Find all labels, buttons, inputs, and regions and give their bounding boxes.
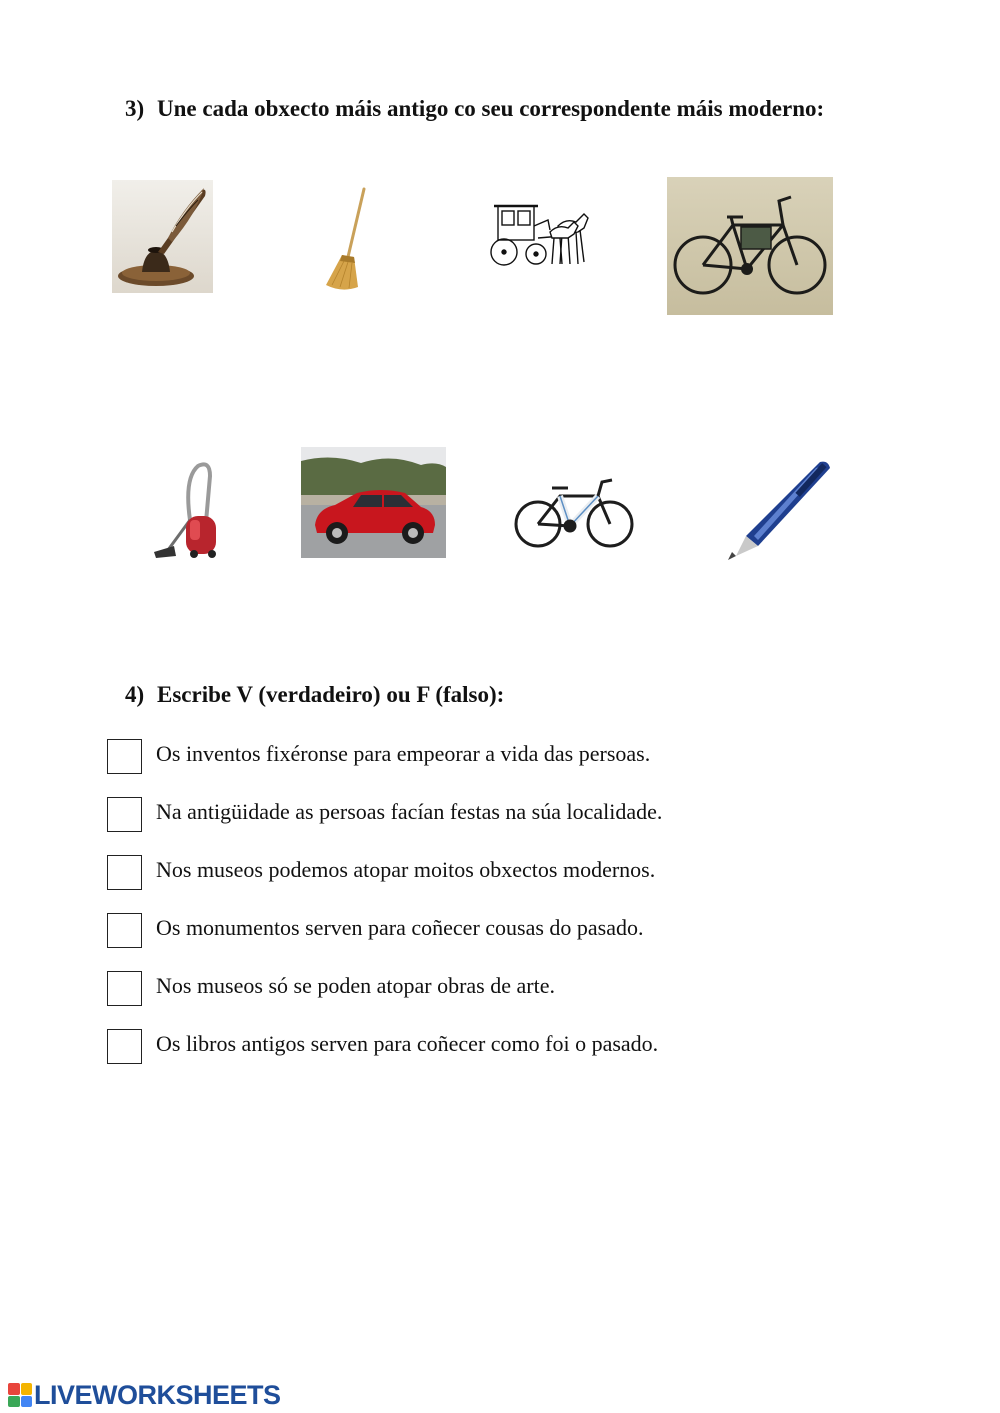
answer-box[interactable] — [107, 1029, 142, 1064]
horse-carriage-image[interactable] — [488, 196, 598, 271]
exercise-4-heading — [125, 682, 504, 708]
answer-box[interactable] — [107, 971, 142, 1006]
statement-text: Os inventos fixéronse para empeorar a vida das persoas. — [156, 741, 651, 766]
vacuum-cleaner-image[interactable] — [150, 458, 220, 560]
logo-block — [8, 1396, 20, 1408]
exercise-3-title: Une cada obxecto máis antigo co seu correspondente máis moderno: — [157, 96, 825, 121]
statement-text: Nos museos só se poden atopar obras de arte. — [156, 973, 555, 998]
statement-text: Nos museos podemos atopar moitos obxectos modernos. — [156, 857, 656, 882]
statement-text: Os libros antigos serven para coñecer como foi o pasado. — [156, 1031, 659, 1056]
exercise-3-heading — [125, 96, 824, 122]
answer-box[interactable] — [107, 855, 142, 890]
logo-text: LIVEWORKSHEETS — [34, 1379, 281, 1410]
answer-box[interactable] — [107, 739, 142, 774]
statement-text: Na antigüidade as persoas facían festas na súa localidade. — [156, 799, 663, 824]
logo-block — [8, 1383, 20, 1395]
answer-box[interactable] — [107, 797, 142, 832]
answer-box[interactable] — [107, 913, 142, 948]
red-car-image[interactable] — [301, 447, 446, 558]
quill-inkwell-image[interactable] — [112, 180, 213, 293]
straw-broom-image[interactable] — [318, 185, 370, 293]
statement-text: Os monumentos serven para coñecer cousas do pasado. — [156, 915, 644, 940]
old-bicycle-image[interactable] — [667, 177, 833, 315]
exercise-4-number: 4) — [125, 682, 145, 707]
electric-bicycle-image[interactable] — [512, 474, 636, 554]
logo-block — [21, 1383, 33, 1395]
liveworksheets-logo[interactable] — [8, 1380, 281, 1410]
exercise-4-title: Escribe V (verdadeiro) ou F (falso): — [157, 682, 505, 707]
exercise-3-number: 3) — [125, 96, 145, 121]
ballpoint-pen-image[interactable] — [724, 456, 836, 560]
logo-blocks-icon — [8, 1383, 32, 1407]
logo-block — [21, 1396, 33, 1408]
